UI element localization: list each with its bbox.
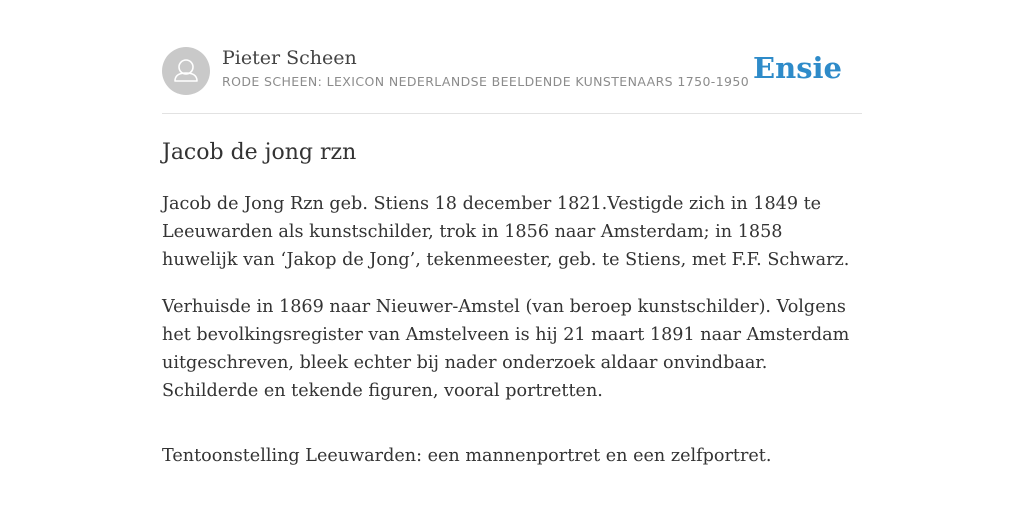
- source-title[interactable]: RODE SCHEEN: LEXICON NEDERLANDSE BEELDENDE KUNSTENAARS 1750-1950: [222, 74, 750, 89]
- author-header: [162, 46, 862, 114]
- article-paragraph: Tentoonstelling Leeuwarden: een mannenportret en een zelfportret.: [162, 446, 772, 466]
- author-avatar[interactable]: [162, 47, 210, 95]
- article-title: Jacob de jong rzn: [162, 140, 357, 165]
- author-name[interactable]: Pieter Scheen: [222, 47, 357, 69]
- article-body: [162, 190, 862, 489]
- article-paragraph: Jacob de Jong Rzn geb. Stiens 18 december 1821.Vestigde zich in 1849 te Leeuwarden als kunstschilder, trok in 1856 naar Amsterdam; in 1858 huwelijk van ‘Jakop de Jong’, tekenmeester, geb. te Stiens, met F.F. Schwarz.: [162, 194, 850, 270]
- user-icon: [162, 47, 210, 95]
- ensie-logo[interactable]: Ensie: [753, 51, 842, 85]
- article-paragraph: Verhuisde in 1869 naar Nieuwer-Amstel (van beroep kunstschilder). Volgens het bevolkingsregister van Amstelveen is hij 21 maart 1891 naar Amsterdam uitgeschreven, bleek echter bij nader onderzoek aldaar onvindbaar. Schilderde en tekende figuren, vooral portretten.: [162, 297, 850, 401]
